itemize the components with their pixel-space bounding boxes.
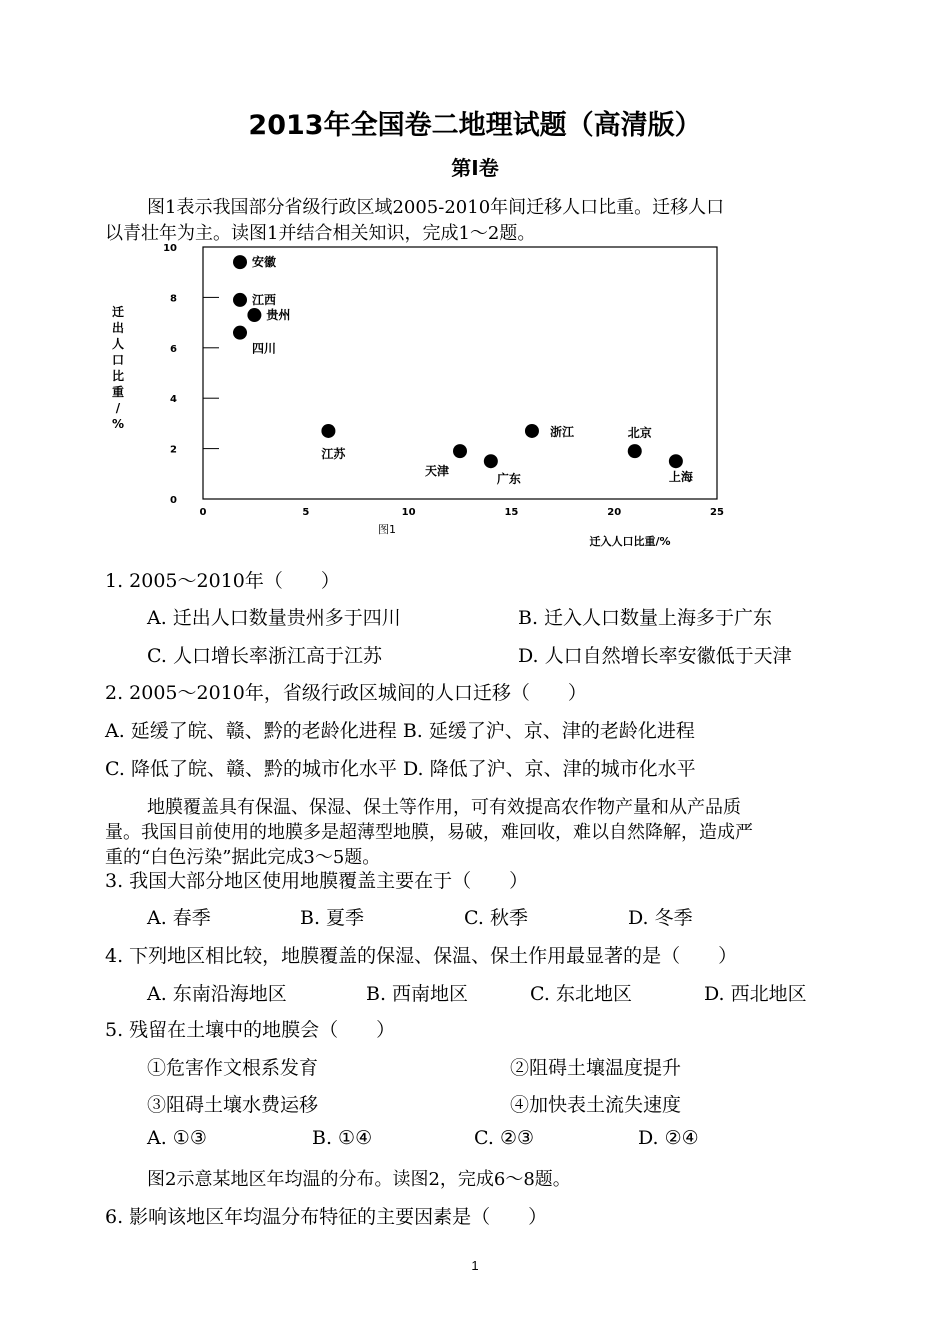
- question-1-option-d: D. 人口自然增长率安徽低于天津: [518, 645, 792, 667]
- data-point: [233, 293, 247, 307]
- x-tick-label: 5: [302, 507, 310, 518]
- y-axis-label-char: 重: [111, 385, 125, 399]
- y-tick-label: 6: [170, 343, 177, 355]
- question-1-stem: 1. 2005～2010年（ ）: [105, 570, 340, 592]
- x-tick-label: 15: [504, 507, 519, 518]
- x-tick-label: 25: [710, 507, 724, 518]
- question-1-option-b: B. 迁入人口数量上海多于广东: [518, 607, 773, 629]
- question-3-option-b: B. 夏季: [300, 907, 365, 929]
- y-axis-label-char: 出: [111, 321, 125, 335]
- data-point: [233, 326, 247, 340]
- y-axis-label-char: 口: [111, 353, 125, 367]
- question-2-options-ab: A. 延缓了皖、赣、黔的老龄化进程 B. 延缓了沪、京、津的老龄化进程: [105, 720, 695, 742]
- intro-paragraph-3: 图2示意某地区年均温的分布。读图2，完成6～8题。: [147, 1169, 571, 1190]
- x-axis-label: 迁入人口比重/%: [589, 535, 671, 548]
- question-5-option-c: C. ②③: [474, 1127, 535, 1149]
- question-4-option-b: B. 西南地区: [366, 983, 469, 1005]
- section-heading: 第Ⅰ卷: [451, 156, 499, 180]
- question-5-statement-4: ④加快表土流失速度: [510, 1094, 682, 1116]
- data-point: [321, 424, 335, 438]
- x-tick-label: 20: [607, 507, 622, 518]
- y-axis-label-char: 比: [111, 369, 125, 383]
- intro-paragraph-1-line-2: 以青壮年为主。读图1并结合相关知识，完成1～2题。: [105, 223, 536, 244]
- question-3-option-d: D. 冬季: [628, 907, 693, 929]
- data-point-label: 安徽: [252, 255, 277, 270]
- data-point-label: 四川: [252, 341, 277, 356]
- question-3-option-a: A. 春季: [147, 907, 211, 929]
- question-1-option-c: C. 人口增长率浙江高于江苏: [147, 645, 382, 667]
- question-1-option-a: A. 迁出人口数量贵州多于四川: [147, 607, 401, 629]
- data-point-label: 浙江: [549, 424, 574, 439]
- y-axis-label-char: 人: [111, 337, 125, 351]
- data-point: [628, 444, 642, 458]
- question-5-stem: 5. 残留在土壤中的地膜会（ ）: [105, 1019, 396, 1041]
- data-point: [525, 424, 539, 438]
- intro-paragraph-2-line-3: 重的“白色污染”据此完成3～5题。: [105, 847, 381, 868]
- data-point: [247, 308, 261, 322]
- data-point: [484, 454, 498, 468]
- page-title: 2013年全国卷二地理试题（高清版）: [248, 110, 702, 141]
- x-tick-label: 10: [401, 507, 416, 518]
- data-point-label: 北京: [627, 426, 652, 441]
- question-4-stem: 4. 下列地区相比较，地膜覆盖的保湿、保温、保土作用最显著的是（ ）: [105, 945, 738, 967]
- question-5-statement-2: ②阻碍土壤温度提升: [510, 1057, 682, 1079]
- y-tick-label: 0: [170, 495, 177, 506]
- question-4-option-d: D. 西北地区: [704, 983, 807, 1005]
- data-point-label: 广东: [496, 472, 521, 487]
- question-3-option-c: C. 秋季: [464, 907, 528, 929]
- page-number: 1: [471, 1258, 479, 1273]
- data-point-label: 江西: [252, 292, 277, 307]
- figure-caption: 图1: [378, 523, 396, 536]
- question-5-statement-3: ③阻碍土壤水费运移: [147, 1094, 319, 1116]
- data-point: [669, 454, 683, 468]
- y-axis-label-char: 迁: [111, 305, 125, 319]
- data-point-label: 江苏: [321, 446, 346, 461]
- y-axis-label-char: /: [115, 401, 121, 415]
- intro-paragraph-2-line-2: 量。我国目前使用的地膜多是超薄型地膜，易破，难回收，难以自然降解，造成严: [105, 822, 753, 843]
- y-tick-label: 4: [170, 394, 177, 406]
- intro-paragraph-1-line-1: 图1表示我国部分省级行政区域2005-2010年间迁移人口比重。迁移人口: [147, 197, 725, 218]
- question-5-option-a: A. ①③: [147, 1127, 207, 1149]
- data-point-label: 贵州: [266, 308, 291, 323]
- question-5-option-d: D. ②④: [638, 1127, 699, 1149]
- question-2-options-cd: C. 降低了皖、赣、黔的城市化水平 D. 降低了沪、京、津的城市化水平: [105, 758, 696, 780]
- question-2-stem: 2. 2005～2010年，省级行政区城间的人口迁移（ ）: [105, 682, 587, 704]
- question-4-option-a: A. 东南沿海地区: [147, 983, 287, 1005]
- data-point-label: 上海: [668, 470, 693, 485]
- question-5-statement-1: ①危害作文根系发育: [147, 1057, 319, 1079]
- question-6-stem: 6. 影响该地区年均温分布特征的主要因素是（ ）: [105, 1206, 548, 1228]
- x-tick-label: 0: [199, 507, 207, 518]
- data-point: [453, 444, 467, 458]
- y-axis-label-char: %: [111, 417, 125, 431]
- question-3-stem: 3. 我国大部分地区使用地膜覆盖主要在于（ ）: [105, 870, 529, 892]
- plot-frame: [203, 247, 717, 499]
- intro-paragraph-2-line-1: 地膜覆盖具有保温、保湿、保土等作用，可有效提高农作物产量和从产品质: [147, 797, 741, 818]
- data-point: [233, 255, 247, 269]
- question-4-option-c: C. 东北地区: [530, 983, 632, 1005]
- y-tick-label: 10: [163, 243, 177, 254]
- y-tick-label: 8: [170, 293, 177, 305]
- data-point-label: 天津: [424, 464, 450, 479]
- figure-1-scatter-chart: [100, 240, 740, 555]
- question-5-option-b: B. ①④: [312, 1127, 373, 1149]
- y-tick-label: 2: [170, 444, 177, 456]
